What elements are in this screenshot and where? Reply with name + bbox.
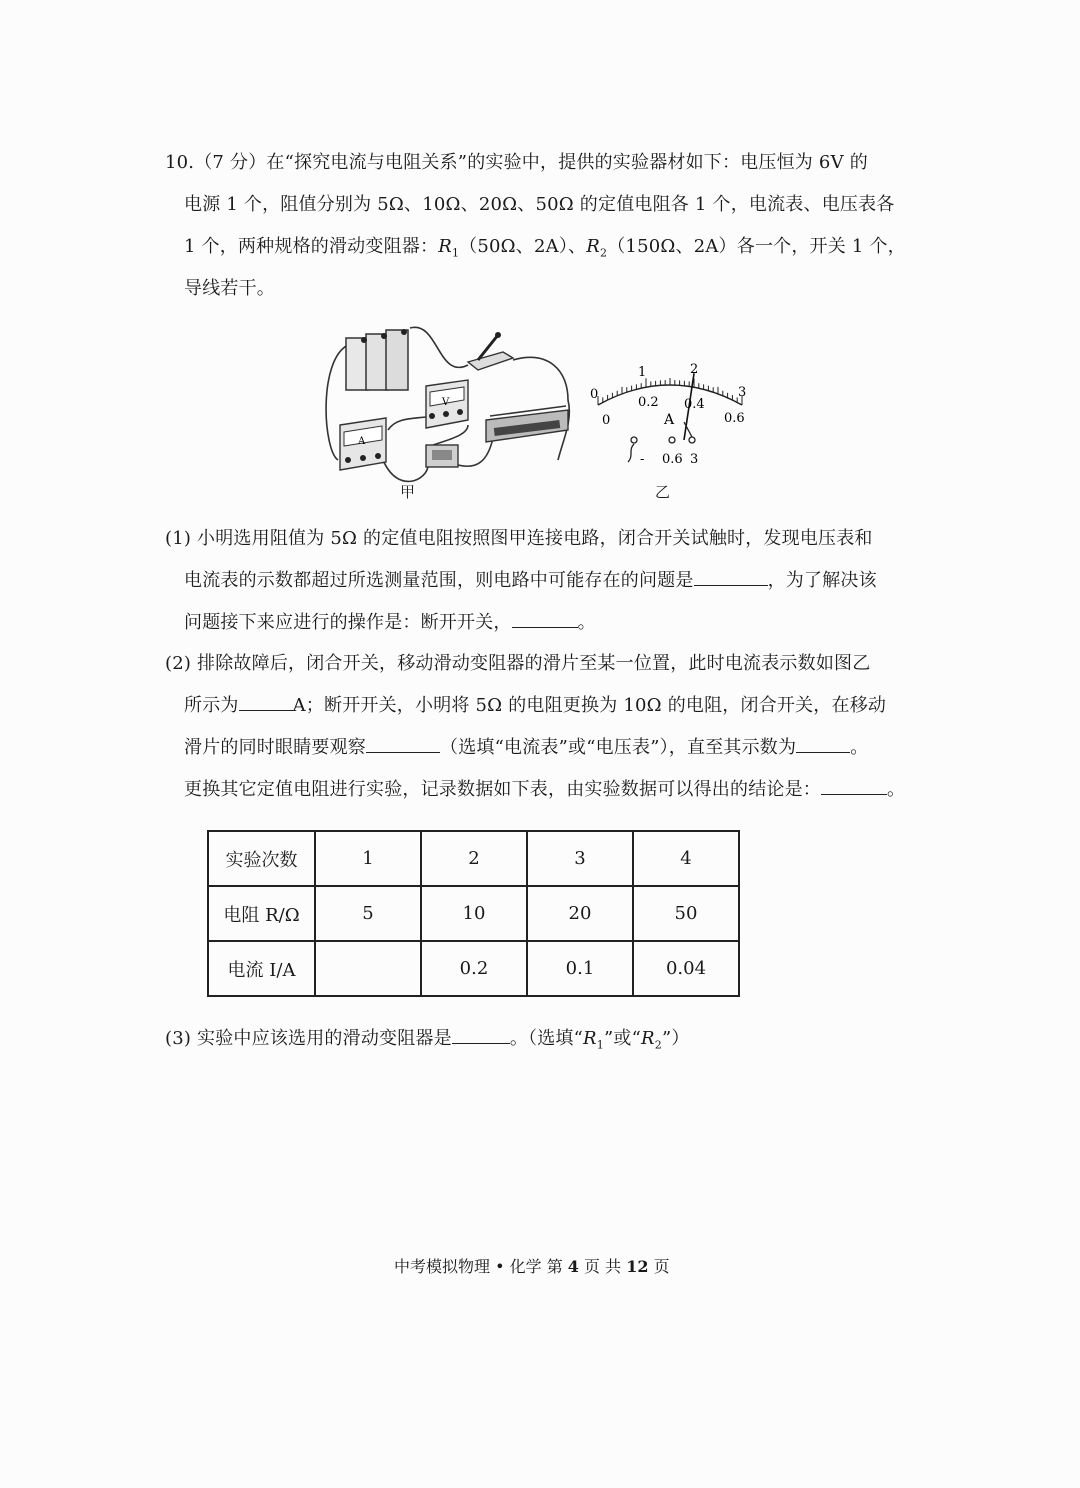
table-cell: 20	[527, 886, 633, 941]
footer-total-pages: 12	[626, 1257, 649, 1276]
answer-blank-2[interactable]	[512, 611, 578, 628]
part3-text-c: ”或“	[604, 1028, 642, 1049]
table-cell: 4	[633, 831, 739, 886]
answer-blank-1[interactable]	[694, 569, 768, 586]
part3-r1-sub: 1	[596, 1038, 604, 1052]
table-cell-empty[interactable]	[315, 941, 421, 996]
r1-sub: 1	[451, 246, 460, 260]
part3-text-b: 。（选填“	[509, 1028, 584, 1049]
part2-line-2a: 所示为	[184, 695, 239, 716]
table-row	[208, 941, 739, 996]
ammeter-icon	[340, 418, 386, 470]
resistor-icon	[426, 445, 458, 467]
scale-bottom-0: 0	[602, 413, 611, 428]
part2-line-4b: 。	[887, 779, 906, 800]
table-cell: 0.1	[527, 941, 633, 996]
scale-bottom-2: 0.4	[684, 397, 705, 412]
part2-line-3	[184, 736, 868, 760]
scale-bottom-1: 0.2	[638, 395, 659, 410]
ammeter-label: A	[358, 436, 366, 447]
answer-blank-4[interactable]	[366, 736, 440, 753]
question-line-4: 导线若干。	[184, 278, 275, 299]
r2-symbol: R	[586, 236, 601, 257]
part3-line	[165, 1027, 690, 1058]
part1-line-3b: 。	[577, 612, 596, 633]
caption-jia: 甲	[400, 483, 416, 501]
footer-text-a: 中考模拟物理 • 化学 第	[394, 1257, 563, 1276]
scale-top-0: 0	[590, 387, 599, 402]
part2-line-1: (2) 排除故障后，闭合开关，移动滑动变阻器的滑片至某一位置，此时电流表示数如图乙	[165, 653, 871, 674]
page-footer	[394, 1256, 670, 1278]
part3-r2-sub: 2	[654, 1038, 662, 1052]
part2-line-3c: 。	[850, 737, 869, 758]
question-line-3c: （150Ω、2A）各一个，开关 1 个，	[607, 236, 906, 257]
part1-line-2b: ，为了解决该	[767, 570, 877, 591]
scale-top-3: 3	[738, 385, 747, 400]
question-line-3a: 1 个，两种规格的滑动变阻器：	[184, 236, 439, 257]
switch-icon	[468, 332, 513, 370]
circuit-figure	[318, 320, 778, 502]
answer-blank-5[interactable]	[796, 736, 850, 753]
circuit-diagram	[318, 320, 778, 502]
data-table	[207, 830, 740, 997]
meter-unit: A	[664, 412, 675, 428]
question-line-1: 10.（7 分）在“探究电流与电阻关系”的实验中，提供的实验器材如下：电压恒为 6V 的	[165, 152, 868, 173]
caption-yi: 乙	[655, 483, 671, 501]
part3-text-d: ”）	[661, 1028, 690, 1049]
question-line-3b: （50Ω、2A）、	[459, 236, 587, 257]
voltmeter-icon	[426, 380, 468, 428]
footer-page-number: 4	[567, 1257, 579, 1276]
part2-line-4	[184, 778, 905, 802]
ammeter-dial	[590, 362, 746, 467]
part1-line-1: (1) 小明选用阻值为 5Ω 的定值电阻按照图甲连接电路，闭合开关试触时，发现电压表和	[165, 528, 873, 549]
table-cell: 50	[633, 886, 739, 941]
part1-line-2	[184, 569, 877, 593]
answer-blank-3[interactable]	[239, 694, 293, 711]
table-cell: 1	[315, 831, 421, 886]
part2-line-2b: A；断开开关，小明将 5Ω 的电阻更换为 10Ω 的电阻，闭合开关，在移动	[292, 695, 887, 716]
part1-line-2a: 电流表的示数都超过所选测量范围，则电路中可能存在的问题是	[184, 570, 694, 591]
question-line-3	[184, 235, 906, 266]
table-cell: 5	[315, 886, 421, 941]
part2-line-3a: 滑片的同时眼睛要观察	[184, 737, 366, 758]
r2-sub: 2	[600, 246, 608, 260]
part1-line-3	[184, 611, 596, 635]
part2-line-2	[184, 694, 886, 718]
voltmeter-label: V	[442, 397, 450, 408]
part2-line-3b: （选填“电流表”或“电压表”），直至其示数为	[440, 737, 797, 758]
part3-text-a: (3) 实验中应该选用的滑动变阻器是	[165, 1028, 452, 1049]
part3-r2: R	[641, 1028, 655, 1049]
battery-icon	[346, 329, 408, 390]
r1-symbol: R	[438, 236, 452, 257]
terminal-06: 0.6	[662, 452, 683, 467]
terminal-3: 3	[690, 452, 699, 467]
part1-line-3a: 问题接下来应进行的操作是：断开开关，	[184, 612, 512, 633]
answer-blank-7[interactable]	[452, 1027, 510, 1044]
table-row	[208, 886, 739, 941]
table-cell: 10	[421, 886, 527, 941]
part3-r1: R	[583, 1028, 597, 1049]
row-header-current: 电流 I/A	[208, 941, 315, 996]
question-line-2: 电源 1 个，阻值分别为 5Ω、10Ω、20Ω、50Ω 的定值电阻各 1 个，电流表、电压表各	[184, 194, 895, 215]
table-row	[208, 831, 739, 886]
footer-text-c: 页	[653, 1257, 670, 1276]
row-header-trial: 实验次数	[208, 831, 315, 886]
answer-blank-6[interactable]	[821, 778, 887, 795]
terminal-neg: -	[640, 452, 645, 467]
table-cell: 0.04	[633, 941, 739, 996]
rheostat-icon	[486, 406, 568, 442]
footer-text-b: 页 共	[584, 1257, 622, 1276]
table-cell: 3	[527, 831, 633, 886]
part2-line-4a: 更换其它定值电阻进行实验，记录数据如下表，由实验数据可以得出的结论是：	[184, 779, 821, 800]
scale-top-2: 2	[690, 362, 699, 377]
table-cell: 0.2	[421, 941, 527, 996]
row-header-resistance: 电阻 R/Ω	[208, 886, 315, 941]
table-cell: 2	[421, 831, 527, 886]
scale-bottom-3: 0.6	[724, 411, 745, 426]
scale-top-1: 1	[638, 365, 647, 380]
